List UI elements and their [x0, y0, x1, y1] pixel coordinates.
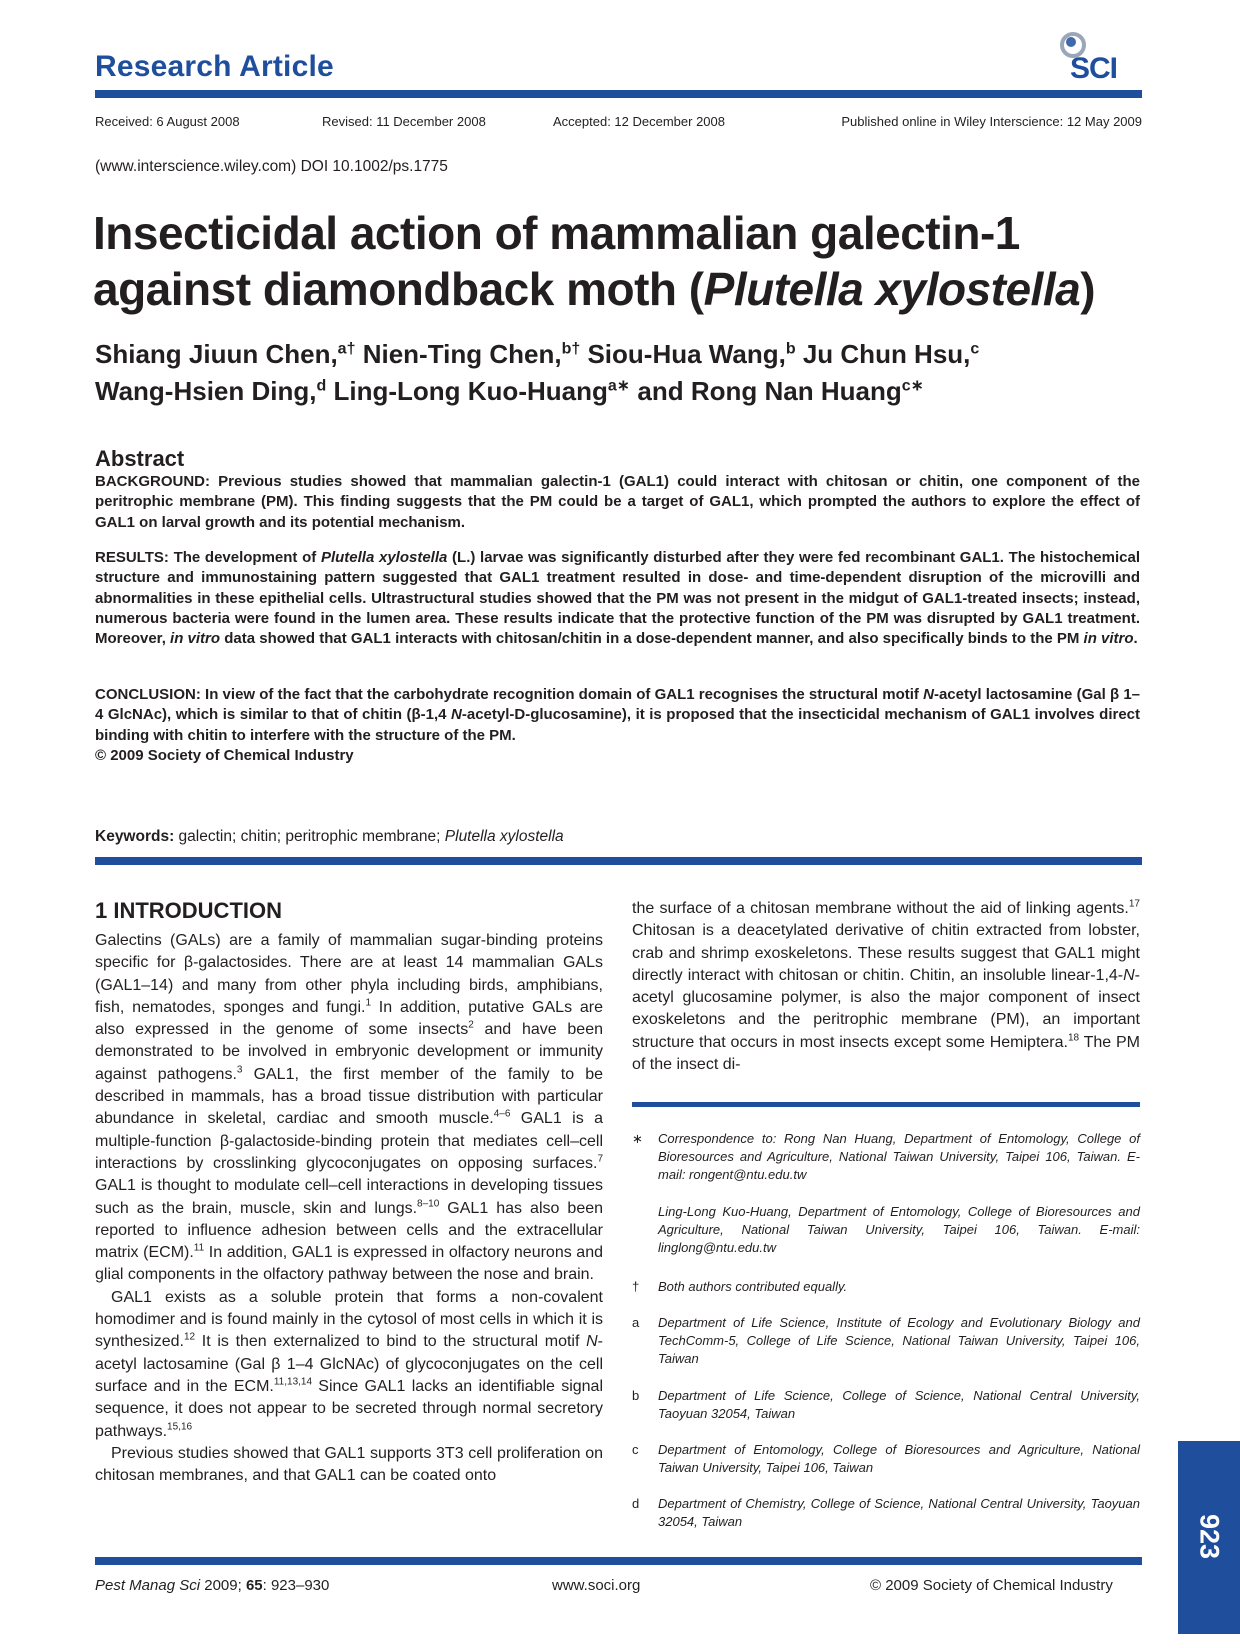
intro-paragraph-3: Previous studies showed that GAL1 supports 3T3 cell proliferation on chitosan membranes, and that GAL1 can be coated onto [95, 1444, 603, 1485]
footer-rule [95, 1557, 1142, 1565]
page-number: 923 [1194, 1513, 1225, 1560]
logo-dot-icon [1066, 37, 1076, 47]
author: Nien-Ting Chen,$^{b\dagger}$ [362, 339, 581, 369]
footnote-affiliation-d: d Department of Chemistry, College of Science, National Central University, Taoyuan 32054, Taiwan [632, 1496, 1140, 1529]
section-label: Research Article [95, 50, 334, 83]
author: Ling-Long Kuo-Huang$^{a∗}$ [333, 376, 631, 406]
keywords: Keywords: galectin; chitin; peritrophic membrane; Plutella xylostella [95, 828, 564, 845]
author: Ju Chun Hsu,$^c$ [802, 339, 980, 369]
title-line-2-suffix: ) [1080, 263, 1096, 315]
journal-url[interactable]: www.soci.org [552, 1577, 641, 1594]
received-date: Received: 6 August 2008 [95, 114, 240, 129]
accepted-date: Accepted: 12 December 2008 [553, 114, 725, 129]
title-line-2-species: Plutella xylostella [703, 263, 1081, 315]
intro-paragraph-1: Galectins (GALs) are a family of mammalian sugar-binding proteins specific for β-galactosides. There are at least 14 mammalian GALs (GAL1–14) and many from other phyla including birds, amphibians, fish, nematodes, sponges and fungi.$^1$ In addition, putative GALs are also expressed in the genome of some insects$^2$ and have been demonstrated to be involved in embryonic development or immunity against pathogens.$^3$ GAL1, the first member of the family to be described in mammals, has a broad tissue distribution with particular abundance in skeletal, cardiac and smooth muscle.$^{4-6}$ GAL1 is a multiple-function β-galactoside-binding protein that mediates cell–cell interactions by crosslinking glycoconjugates on opposing surfaces.$^7$ GAL1 is thought to modulate cell–cell interactions in developing tissues such as the brain, muscle, skin and lungs.$^{8-10}$ GAL1 has also been reported to influence adhesion between cells and the extracellular matrix (ECM).$^{11}$ In addition, GAL1 is expressed in olfactory neurons and glial components in the olfactory pathway between the nose and brain. [95, 932, 604, 1284]
page-number-tab [1178, 1441, 1240, 1634]
journal-citation: Pest Manag Sci 2009; 65: 923–930 [95, 1577, 330, 1594]
footer-copyright: © 2009 Society of Chemical Industry [870, 1577, 1113, 1594]
abstract-rule [95, 857, 1142, 865]
intro-paragraph-2: GAL1 exists as a soluble protein that forms a non-covalent homodimer and is found mainly in the cytosol of most cells in which it is synthesized.$^{12}$ It is then externalized to bind to the structural motif N-acetyl lactosamine (Gal β 1–4 GlcNAc) of glycoconjugates on the cell surface and in the ECM.$^{11,13,14}$ Since GAL1 lacks an identifiable signal sequence, it does not appear to be secreted through normal secretory pathways.$^{15,16}$ [95, 1288, 603, 1440]
footnote-affiliation-b: b Department of Life Science, College of Science, National Central University, Taoyuan 32054, Taiwan [632, 1388, 1140, 1421]
footnote-correspondence-2: Ling-Long Kuo-Huang, Department of Entomology, College of Bioresources and Agriculture, National Taiwan University, Taipei 106, Taiwan. E-mail: linglong@ntu.edu.tw [658, 1204, 1140, 1255]
intro-paragraph-4: the surface of a chitosan membrane without the aid of linking agents.$^{17}$ Chitosan is a deacetylated derivative of chitin extracted from lobster, crab and shrimp exoskeletons. These results suggest that GAL1 might directly interact with chitosan or chitin. Chitin, an insoluble linear-1,4-N-acetyl glucosamine polymer, is also the major component of insect exoskeletons and the peritrophic membrane (PM), an important structure that occurs in most insects except some Hemiptera.$^{18}$ The PM of the insect di- [632, 898, 1140, 1074]
footnote-rule [632, 1102, 1140, 1107]
footnote-equal-contribution: † Both authors contributed equally. [632, 1279, 848, 1294]
footnote-affiliation-a: a Department of Life Science, Institute of Ecology and Evolutionary Biology and TechComm-5, College of Life Science, National Taiwan University, Taipei 106, Taiwan [632, 1315, 1140, 1366]
author: Wang-Hsien Ding,$^d$ [95, 376, 327, 406]
article-title [93, 205, 1153, 317]
title-line-2-prefix: against diamondback moth ( [93, 263, 704, 315]
published-date: Published online in Wiley Interscience: 12 May 2009 [841, 114, 1142, 129]
doi-line[interactable]: (www.interscience.wiley.com) DOI 10.1002/ps.1775 [95, 158, 448, 175]
introduction-heading: 1 INTRODUCTION [95, 898, 282, 923]
author-list [95, 336, 1155, 410]
abstract-results: RESULTS: The development of Plutella xylostella (L.) larvae was significantly disturbed after they were fed recombinant GAL1. The histochemical structure and immunostaining pattern suggested that GAL1 treatment resulted in dose- and time-dependent disruption of the microvilli and abnormalities in these epithelial cells. Ultrastructural studies showed that the PM was not present in the midgut of GAL1-treated insects; instead, numerous bacteria were found in the lumen area. These results indicate that the protective function of the PM was disrupted by GAL1 treatment. Moreover, in vitro data showed that GAL1 interacts with chitosan/chitin in a dose-dependent manner, and also specifically binds to the PM in vitro. [95, 549, 1141, 648]
title-line-1: Insecticidal action of mammalian galectin-1 [93, 207, 1020, 259]
abstract-conclusion: CONCLUSION: In view of the fact that the carbohydrate recognition domain of GAL1 recognises the structural motif N-acetyl lactosamine (Gal β 1–4 GlcNAc), which is similar to that of chitin (β-1,4 N-acetyl-D-glucosamine), it is proposed that the insecticidal mechanism of GAL1 involves direct binding with chitin to interfere with the structure of the PM. © 2009 Society of Chemical Industry [95, 686, 1141, 764]
abstract-background: BACKGROUND: Previous studies showed that mammalian galectin-1 (GAL1) could interact with chitosan or chitin, one component of the peritrophic membrane (PM). This finding suggests that the PM could be a target of GAL1, which prompted the authors to explore the effect of GAL1 on larval growth and its potential mechanism. [95, 473, 1140, 531]
revised-date: Revised: 11 December 2008 [322, 114, 486, 129]
author: Shiang Jiuun Chen,$^{a\dagger}$ [95, 339, 356, 369]
abstract-copyright: © 2009 Society of Chemical Industry [95, 746, 354, 764]
title-line-2 [93, 261, 1153, 317]
sci-logo [1058, 32, 1138, 84]
abstract-heading: Abstract [95, 446, 185, 471]
footnote-affiliation-c: c Department of Entomology, College of Bioresources and Agriculture, National Taiwan University, Taipei 106, Taiwan [632, 1442, 1140, 1475]
author: Siou-Hua Wang,$^b$ [587, 339, 796, 369]
right-column [632, 898, 1140, 1076]
logo-text: SCI [1070, 52, 1118, 85]
footnote-correspondence: ∗ Correspondence to: Rong Nan Huang, Department of Entomology, College of Bioresources and Agriculture, National Taiwan University, Taipei 106, Taiwan. E-mail: rongent@ntu.edu.tw [632, 1131, 1140, 1182]
left-column [95, 930, 603, 1487]
author: and Rong Nan Huang$^{c∗}$ [637, 376, 925, 406]
header-rule [95, 90, 1142, 98]
